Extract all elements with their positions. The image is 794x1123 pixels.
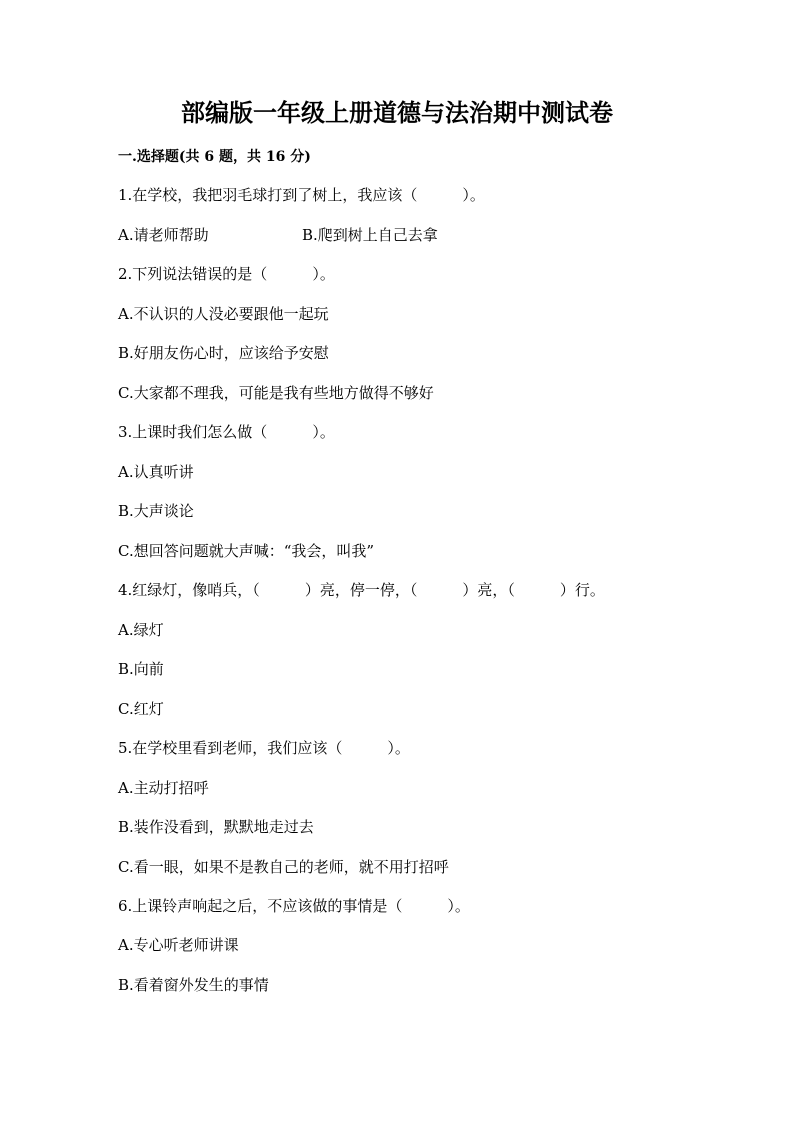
question-5-option-b: B.装作没看到，默默地走过去 [118,818,314,836]
question-1-option-b: B.爬到树上自己去拿 [302,226,438,244]
question-2-option-c: C.大家都不理我，可能是我有些地方做得不够好 [118,384,434,402]
question-2-option-b: B.好朋友伤心时，应该给予安慰 [118,344,329,362]
question-4-stem: 4.红绿灯，像哨兵，（ ）亮，停一停，（ ）亮，（ ）行。 [118,581,605,599]
question-3-option-b: B.大声谈论 [118,502,194,520]
question-1-option-a: A.请老师帮助 [118,226,209,244]
question-2-stem: 2.下列说法错误的是（ ）。 [118,265,335,283]
question-3-option-a: A.认真听讲 [118,463,194,481]
question-4-option-c: C.红灯 [118,700,164,718]
question-2-option-a: A.不认识的人没必要跟他一起玩 [118,305,329,323]
question-6-option-a: A.专心听老师讲课 [118,936,239,954]
question-5-option-c: C.看一眼，如果不是教自己的老师，就不用打招呼 [118,858,449,876]
section-heading: 一.选择题(共 6 题，共 16 分) [118,149,311,165]
question-6-option-b: B.看着窗外发生的事情 [118,976,269,994]
question-4-option-a: A.绿灯 [118,621,164,639]
question-6-stem: 6.上课铃声响起之后，不应该做的事情是（ ）。 [118,897,470,915]
question-4-option-b: B.向前 [118,660,164,678]
question-5-option-a: A.主动打招呼 [118,779,209,797]
question-5-stem: 5.在学校里看到老师，我们应该（ ）。 [118,739,410,757]
question-1-stem: 1.在学校，我把羽毛球打到了树上，我应该（ ）。 [118,186,485,204]
question-3-option-c: C.想回答问题就大声喊：“我会，叫我” [118,542,375,560]
page-title: 部编版一年级上册道德与法治期中测试卷 [181,98,613,127]
question-3-stem: 3.上课时我们怎么做（ ）。 [118,423,335,441]
